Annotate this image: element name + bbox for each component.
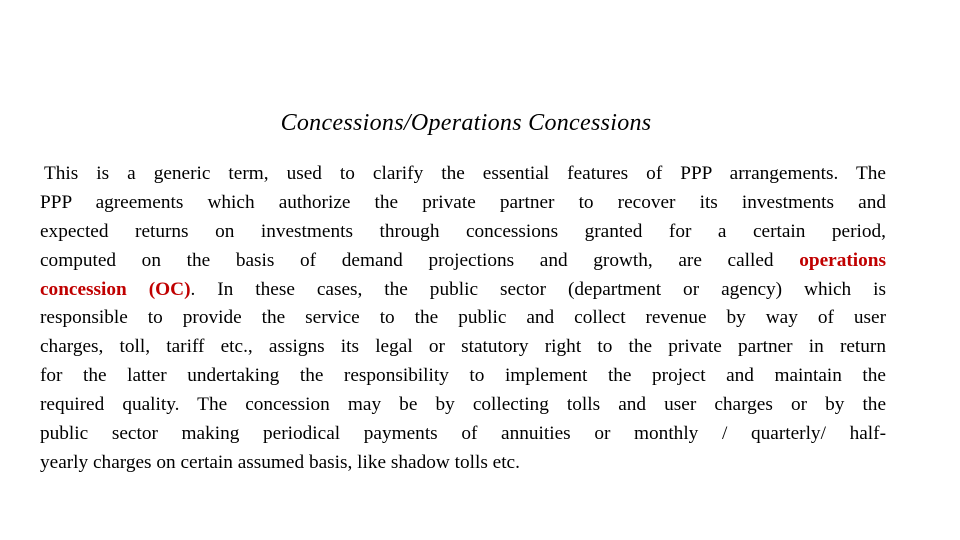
line-text: computed on the basis of demand projections and growth, are called — [40, 249, 800, 271]
paragraph-line — [40, 247, 886, 276]
paragraph-line: responsible to provide the service to the public and collect revenue by way of user — [40, 307, 886, 329]
paragraph-line: PPP agreements which authorize the private partner to recover its investments and — [40, 191, 886, 213]
paragraph-line: This is a generic term, used to clarify the essential features of PPP arrangements. The — [44, 163, 886, 184]
highlighted-term: concession (OC) — [40, 278, 191, 300]
highlighted-term: operations — [799, 249, 886, 271]
paragraph-line: charges, toll, tariff etc., assigns its legal or statutory right to the private partner in return — [40, 336, 886, 358]
paragraph-line: yearly charges on certain assumed basis, like shadow tolls etc. — [40, 451, 520, 473]
line-text: . In these cases, the public sector (department or agency) which is — [190, 278, 886, 300]
paragraph-line: for the latter undertaking the responsibility to implement the project and maintain the — [40, 365, 886, 387]
slide-title: Concessions/Operations Concessions — [280, 110, 652, 136]
paragraph-line — [40, 276, 886, 305]
paragraph-line: public sector making periodical payments of annuities or monthly / quarterly/ half- — [40, 423, 886, 445]
body-paragraph — [40, 160, 886, 478]
paragraph-line: expected returns on investments through concessions granted for a certain period, — [40, 220, 886, 242]
paragraph-line: required quality. The concession may be by collecting tolls and user charges or by the — [40, 394, 886, 416]
